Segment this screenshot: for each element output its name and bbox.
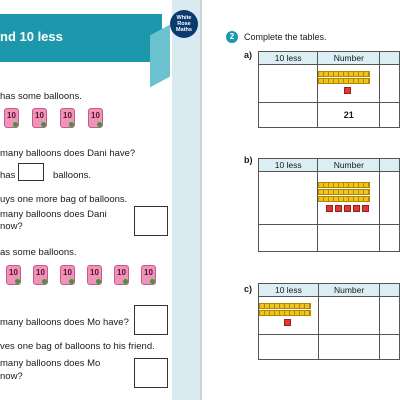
table-b-label: b) bbox=[244, 155, 253, 165]
balloon-knot-icon bbox=[13, 122, 18, 127]
dani-bag-1 bbox=[4, 108, 19, 128]
balloon-knot-icon bbox=[150, 279, 155, 284]
ten-rod-icon bbox=[259, 303, 311, 309]
one-cube-icon bbox=[284, 319, 291, 326]
balloon-knot-icon bbox=[97, 122, 102, 127]
mo-bag-3 bbox=[60, 265, 75, 285]
balloon-knot-icon bbox=[123, 279, 128, 284]
ten-rod-icon bbox=[318, 196, 370, 202]
bag-label: 10 bbox=[7, 111, 16, 120]
one-cube-icon bbox=[326, 205, 333, 212]
bag-label: 10 bbox=[9, 268, 18, 277]
ten-rod-icon bbox=[318, 189, 370, 195]
dani-intro-text: has some balloons. bbox=[0, 91, 82, 102]
table-c bbox=[258, 283, 400, 360]
table-a bbox=[258, 51, 400, 128]
balloon-knot-icon bbox=[41, 122, 46, 127]
table-a-header-extra bbox=[380, 52, 400, 65]
mo-bag-1 bbox=[6, 265, 21, 285]
bag-label: 10 bbox=[35, 111, 44, 120]
bag-label: 10 bbox=[144, 268, 153, 277]
dani-bag-3 bbox=[60, 108, 75, 128]
table-b-header-number: Number bbox=[318, 159, 380, 172]
table-c-label: c) bbox=[244, 284, 253, 294]
dani-answer-box[interactable] bbox=[134, 206, 168, 236]
table-b-header-extra bbox=[380, 159, 400, 172]
mo-now-answer-box[interactable] bbox=[134, 358, 168, 388]
mo-bag-4 bbox=[87, 265, 102, 285]
table-b bbox=[258, 158, 400, 252]
dani-now-question-text: many balloons does Dani bbox=[0, 209, 107, 220]
table-b-cell-10-less[interactable] bbox=[259, 172, 318, 225]
mo-question-text: many balloons does Mo have? bbox=[0, 317, 129, 328]
table-c-header-number: Number bbox=[318, 284, 379, 297]
table-b-header-10-less: 10 less bbox=[259, 159, 318, 172]
one-cube-icon bbox=[362, 205, 369, 212]
instruction-text: Complete the tables. bbox=[244, 32, 327, 42]
dani-bag-2 bbox=[32, 108, 47, 128]
table-a-answer-extra[interactable] bbox=[380, 103, 400, 128]
balloon-knot-icon bbox=[69, 279, 74, 284]
table-a-header-10-less: 10 less bbox=[259, 52, 318, 65]
balloon-knot-icon bbox=[69, 122, 74, 127]
balloon-knot-icon bbox=[15, 279, 20, 284]
table-b-cell-extra[interactable] bbox=[380, 172, 400, 225]
ten-rod-icon bbox=[259, 310, 311, 316]
bag-label: 10 bbox=[117, 268, 126, 277]
mo-now-text: now? bbox=[0, 371, 23, 382]
mo-intro-text: as some balloons. bbox=[0, 247, 77, 258]
one-cube-icon bbox=[353, 205, 360, 212]
table-b-number-blocks bbox=[318, 172, 380, 225]
table-c-answer-number[interactable] bbox=[318, 335, 379, 360]
bag-label: 10 bbox=[63, 111, 72, 120]
table-a-label: a) bbox=[244, 50, 253, 60]
table-b-answer-extra[interactable] bbox=[380, 225, 400, 252]
logo-line-3: Maths bbox=[176, 27, 192, 33]
page-gutter bbox=[172, 0, 200, 400]
one-cube-icon bbox=[335, 205, 342, 212]
table-a-cell-10-less[interactable] bbox=[259, 65, 318, 103]
table-c-cell-number[interactable] bbox=[318, 297, 379, 335]
white-rose-maths-logo bbox=[170, 10, 198, 38]
logo-line-1: White bbox=[176, 15, 192, 21]
dani-has-text: has bbox=[0, 170, 16, 181]
table-a-number-value: 21 bbox=[318, 103, 380, 128]
mo-gives-text: ves one bag of balloons to his friend. bbox=[0, 341, 155, 352]
ten-rod-icon bbox=[318, 71, 370, 77]
balloon-knot-icon bbox=[96, 279, 101, 284]
table-a-number-blocks bbox=[318, 65, 380, 103]
dani-now-text: now? bbox=[0, 221, 23, 232]
lesson-title: nd 10 less bbox=[0, 29, 63, 44]
table-b-answer-10-less[interactable] bbox=[259, 225, 318, 252]
table-c-header-10-less: 10 less bbox=[259, 284, 319, 297]
mo-now-question-text: many balloons does Mo bbox=[0, 358, 101, 369]
one-cube-icon bbox=[344, 87, 351, 94]
bag-label: 10 bbox=[90, 268, 99, 277]
one-cube-icon bbox=[344, 205, 351, 212]
mo-answer-box[interactable] bbox=[134, 305, 168, 335]
bag-label: 10 bbox=[36, 268, 45, 277]
table-b-answer-number[interactable] bbox=[318, 225, 380, 252]
dani-question-text: many balloons does Dani have? bbox=[0, 148, 136, 159]
table-a-cell-extra[interactable] bbox=[380, 65, 400, 103]
table-c-10-less-blocks bbox=[259, 297, 319, 335]
table-a-answer-10-less[interactable] bbox=[259, 103, 318, 128]
mo-bag-6 bbox=[141, 265, 156, 285]
balloons-text: balloons. bbox=[53, 170, 92, 181]
balloon-knot-icon bbox=[42, 279, 47, 284]
ten-rod-icon bbox=[318, 182, 370, 188]
dani-bag-4 bbox=[88, 108, 103, 128]
bag-label: 10 bbox=[63, 268, 72, 277]
mo-bag-5 bbox=[114, 265, 129, 285]
bag-label: 10 bbox=[91, 111, 100, 120]
table-c-answer-extra[interactable] bbox=[380, 335, 400, 360]
dani-count-box[interactable] bbox=[18, 163, 44, 181]
table-c-answer-10-less[interactable] bbox=[259, 335, 319, 360]
table-c-header-extra bbox=[380, 284, 400, 297]
logo-line-2: Rose bbox=[177, 21, 191, 27]
table-c-cell-extra[interactable] bbox=[380, 297, 400, 335]
question-number-badge: 2 bbox=[226, 31, 238, 43]
dani-buys-text: uys one more bag of balloons. bbox=[0, 194, 128, 205]
mo-bag-2 bbox=[33, 265, 48, 285]
ten-rod-icon bbox=[318, 78, 370, 84]
table-a-header-number: Number bbox=[318, 52, 380, 65]
decorative-band bbox=[150, 25, 170, 88]
